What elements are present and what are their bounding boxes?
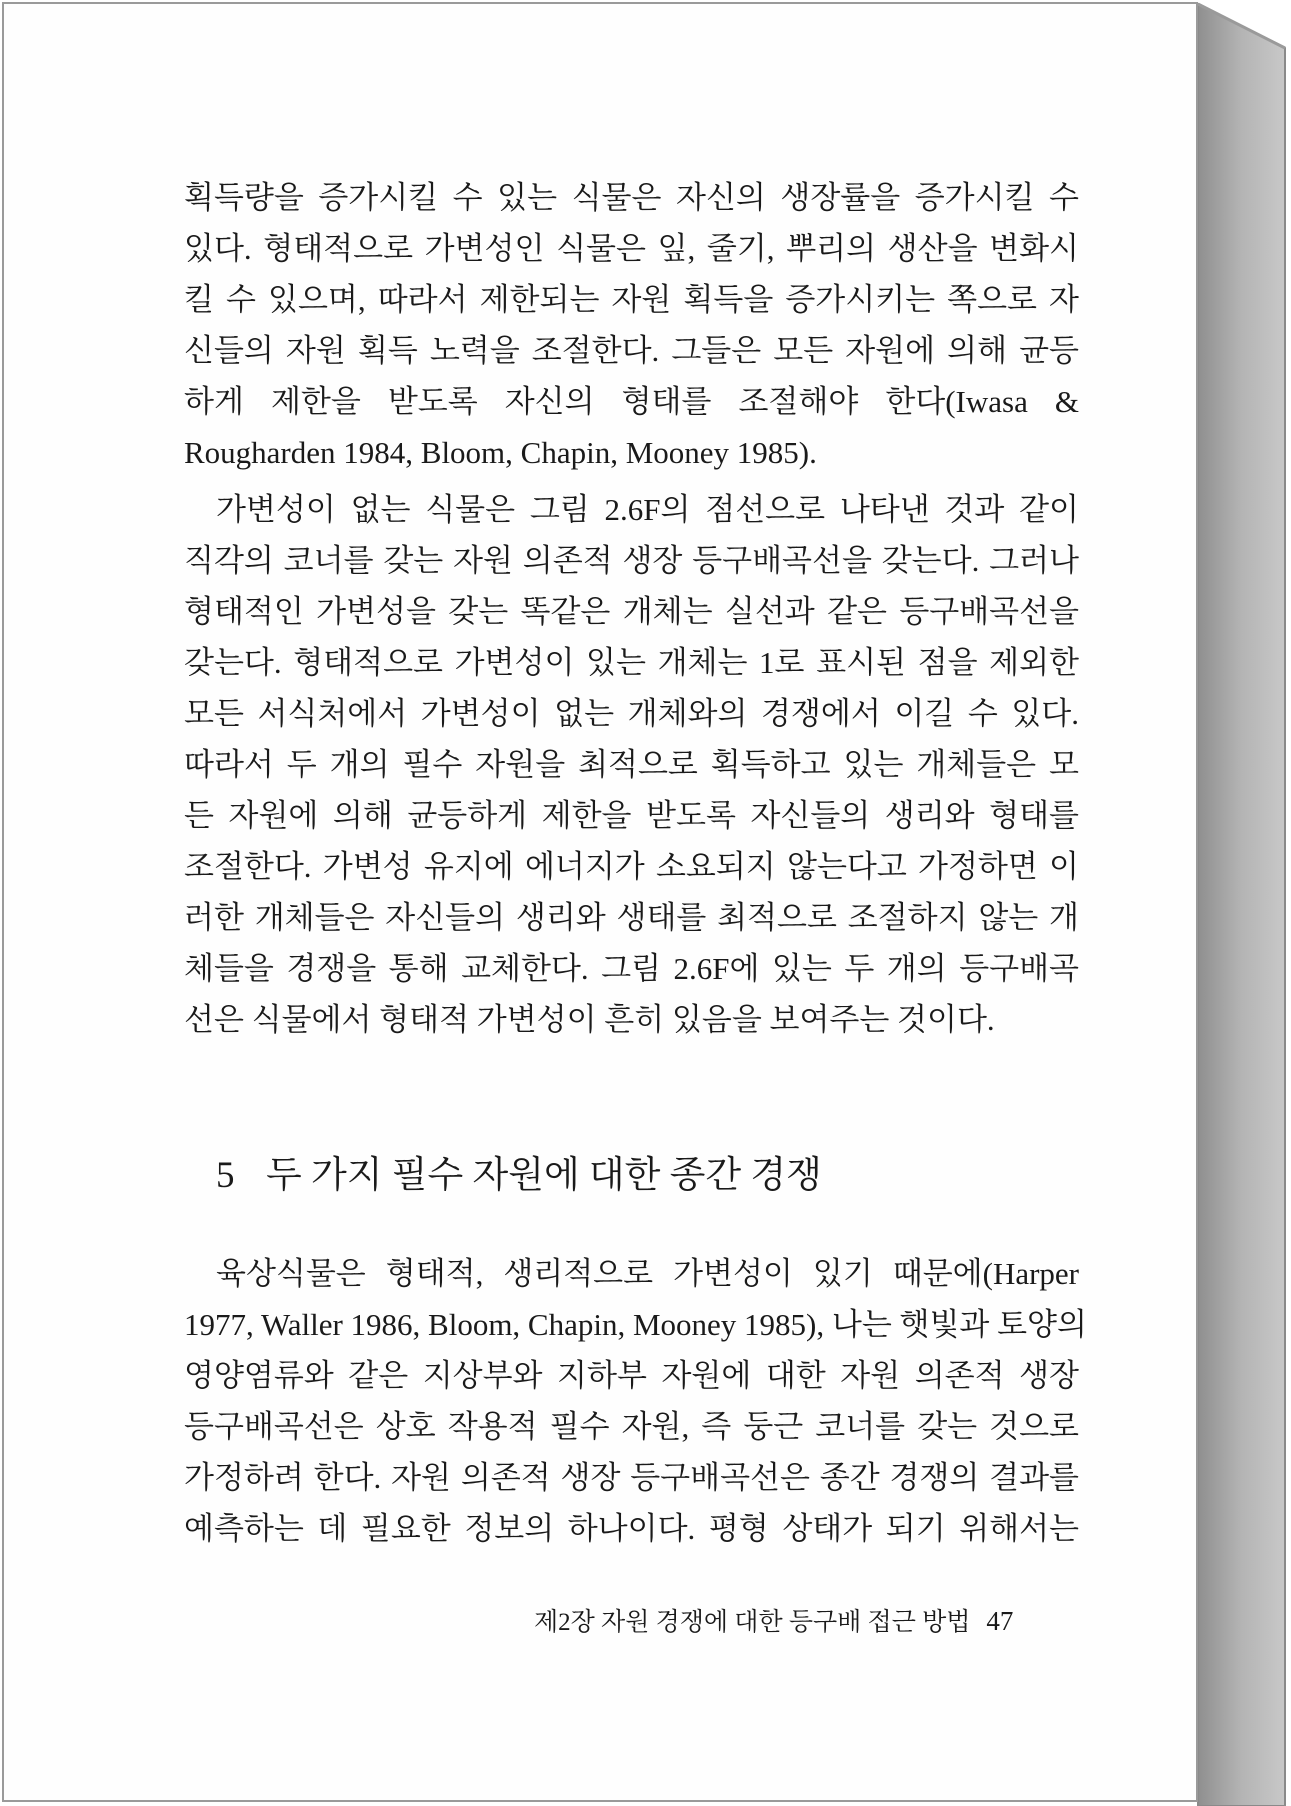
paragraph-3-line: 등구배곡선은 상호 작용적 필수 자원, 즉 둥근 코너를 갖는 것으로 — [184, 1409, 1079, 1444]
paragraph-1 — [184, 172, 1079, 478]
paragraph-2-line: 러한 개체들은 자신들의 생리와 생태를 최적으로 조절하지 않는 개 — [184, 900, 1079, 935]
paragraph-1-line: 킬 수 있으며, 따라서 제한되는 자원 획득을 증가시키는 쪽으로 자 — [184, 282, 1079, 317]
section-number: 5 — [216, 1155, 235, 1196]
paragraph-1-line: 신들의 자원 획득 노력을 조절한다. 그들은 모든 자원에 의해 균등 — [184, 333, 1079, 368]
section-heading — [216, 1144, 822, 1198]
paragraph-1-line: 하게 제한을 받도록 자신의 형태를 조절해야 한다(Iwasa & — [184, 384, 1079, 419]
running-head: 제2장 자원 경쟁에 대한 등구배 접근 방법 — [534, 1609, 971, 1636]
paragraph-2-line: 조절한다. 가변성 유지에 에너지가 소요되지 않는다고 가정하면 이 — [184, 849, 1079, 884]
paragraph-3-line: 육상식물은 형태적, 생리적으로 가변성이 있기 때문에(Harper — [216, 1256, 1079, 1291]
paragraph-3-line: 예측하는 데 필요한 정보의 하나이다. 평형 상태가 되기 위해서는 — [184, 1511, 1079, 1546]
paragraph-2-line: 가변성이 없는 식물은 그림 2.6F의 점선으로 나타낸 것과 같이 — [216, 492, 1079, 527]
paragraph-2 — [184, 484, 1079, 1045]
paragraph-2-line: 형태적인 가변성을 갖는 똑같은 개체는 실선과 같은 등구배곡선을 — [184, 594, 1079, 629]
paragraph-3-line: 1977, Waller 1986, Bloom, Chapin, Mooney 1985), 나는 햇빛과 토양의 — [184, 1307, 1087, 1342]
paragraph-1-line: Rougharden 1984, Bloom, Chapin, Mooney 1985). — [184, 435, 817, 470]
paragraph-2-line: 갖는다. 형태적으로 가변성이 있는 개체는 1로 표시된 점을 제외한 — [184, 645, 1079, 680]
page-footer — [534, 1602, 1013, 1638]
paragraph-2-line: 체들을 경쟁을 통해 교체한다. 그림 2.6F에 있는 두 개의 등구배곡 — [184, 951, 1079, 986]
paragraph-2-line: 모든 서식처에서 가변성이 없는 개체와의 경쟁에서 이길 수 있다. — [184, 696, 1079, 731]
section-title: 두 가지 필수 자원에 대한 종간 경쟁 — [266, 1155, 822, 1196]
paragraph-3-line: 가정하려 한다. 자원 의존적 생장 등구배곡선은 종간 경쟁의 결과를 — [184, 1460, 1079, 1495]
paragraph-2-line: 든 자원에 의해 균등하게 제한을 받도록 자신들의 생리와 형태를 — [184, 798, 1079, 833]
paragraph-2-line: 직각의 코너를 갖는 자원 의존적 생장 등구배곡선을 갖는다. 그러나 — [184, 543, 1079, 578]
paragraph-3 — [184, 1248, 1087, 1554]
paragraph-1-line: 획득량을 증가시킬 수 있는 식물은 자신의 생장률을 증가시킬 수 — [184, 180, 1079, 215]
paragraph-2-line: 따라서 두 개의 필수 자원을 최적으로 획득하고 있는 개체들은 모 — [184, 747, 1079, 782]
page-number: 47 — [986, 1606, 1014, 1636]
paragraph-1-line: 있다. 형태적으로 가변성인 식물은 잎, 줄기, 뿌리의 생산을 변화시 — [184, 231, 1079, 266]
paragraph-3-line: 영양염류와 같은 지상부와 지하부 자원에 대한 자원 의존적 생장 — [184, 1358, 1079, 1393]
paragraph-2-line: 선은 식물에서 형태적 가변성이 흔히 있음을 보여주는 것이다. — [184, 1002, 995, 1037]
book-page — [2, 2, 1198, 1802]
